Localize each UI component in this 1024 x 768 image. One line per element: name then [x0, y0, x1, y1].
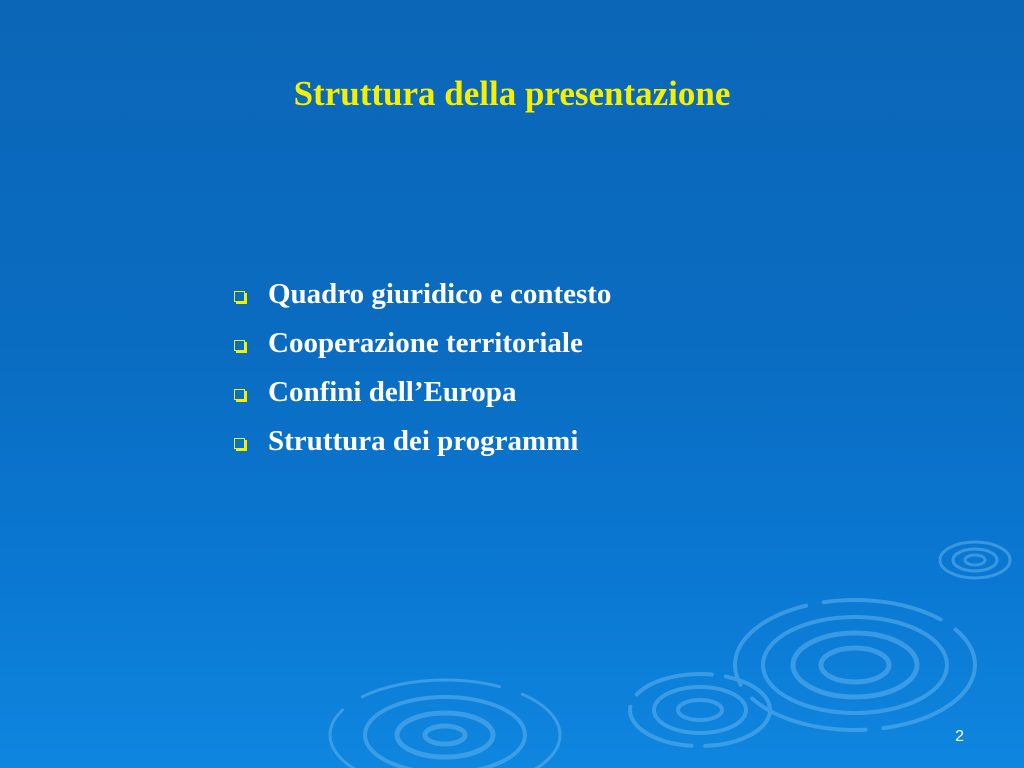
- list-item: [234, 319, 611, 368]
- list-item: [234, 270, 611, 319]
- list-item: [234, 417, 611, 466]
- hollow-square-icon: [234, 438, 245, 449]
- bullet-label: Confini dell’Europa: [268, 376, 517, 408]
- hollow-square-icon: [234, 291, 245, 302]
- slide-title: Struttura della presentazione: [293, 74, 731, 113]
- bullet-label: Cooperazione territoriale: [268, 327, 583, 359]
- page-number: 2: [955, 728, 964, 745]
- list-item: [234, 368, 611, 417]
- bullet-label: Quadro giuridico e contesto: [268, 278, 612, 310]
- hollow-square-icon: [234, 389, 245, 400]
- bullet-label: Struttura dei programmi: [268, 425, 579, 457]
- hollow-square-icon: [234, 340, 245, 351]
- bullet-list: [234, 270, 611, 466]
